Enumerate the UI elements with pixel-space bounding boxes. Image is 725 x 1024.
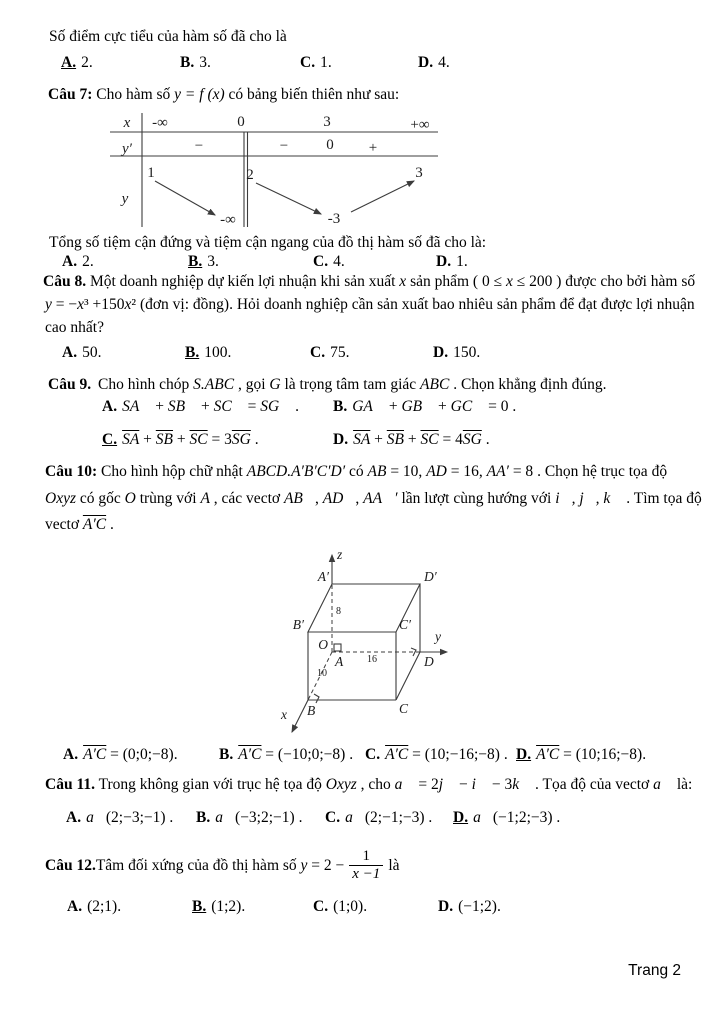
vertex-label-c: C (399, 701, 409, 716)
sign: − (279, 138, 289, 154)
option-c (300, 54, 332, 72)
option-label: C. (300, 54, 316, 71)
option-value: (1;2). (211, 898, 246, 915)
question-stem: Cho hình hộp chữ nhật ABCD.A′B′C′D′ có AB = 10, AD = 16, AA′ = 8 . Chọn hệ trục tọa độ (97, 463, 668, 480)
question-8-line1 (43, 273, 695, 291)
option-label: A. (62, 344, 78, 361)
option-label: A. (66, 809, 82, 826)
x-tick: 0 (237, 114, 245, 130)
option-label: D. (438, 898, 454, 915)
question-6-stem: Số điểm cực tiểu của hàm số đã cho là (49, 28, 287, 45)
option-label: C. (310, 344, 326, 361)
option-a (66, 809, 173, 827)
question-number: Câu 12. (45, 857, 96, 874)
y-value: -∞ (220, 212, 236, 228)
option-value: a⃗(2;−1;−3) . (345, 809, 433, 826)
question-10-line2: Oxyz có gốc O trùng với A , các vectơ AB⃗, AD⃗, AA⃗′ lần lượt cùng hướng với i⃗, j⃗, k⃗ . Tìm tọa độ (45, 490, 702, 507)
vertex-label-a: A (335, 654, 344, 669)
vertex-label-d: D (424, 654, 434, 669)
right-angle-mark-origin (334, 644, 341, 651)
option-value: 75. (330, 344, 350, 361)
question-stem-suffix: là (388, 857, 400, 874)
arrow-increasing (351, 181, 414, 212)
question-stem: Một doanh nghiệp dự kiến lợi nhuận khi sản xuất x sản phẩm ( 0 ≤ x ≤ 200 ) được cho bởi hàm số (86, 273, 696, 290)
option-d (516, 746, 646, 764)
option-label: A. (61, 54, 77, 71)
option-c (102, 431, 259, 449)
option-b (185, 344, 231, 362)
option-label: C. (365, 746, 381, 763)
option-label: D. (436, 253, 452, 270)
option-value: 150. (453, 344, 481, 361)
option-a (102, 398, 299, 416)
option-value: 2. (81, 54, 93, 71)
option-value: A′C = (−10;0;−8) . (238, 746, 354, 763)
question-7-stem2: Tổng số tiệm cận đứng và tiệm cận ngang của đồ thị hàm số đã cho là: (49, 234, 487, 251)
option-b (180, 54, 211, 72)
option-label: B. (333, 398, 348, 415)
right-angle-mark-b (314, 694, 319, 703)
box-figure (275, 545, 480, 745)
option-value: A′C = (10;−16;−8) . (385, 746, 508, 763)
question-8-line3: cao nhất? (45, 319, 104, 336)
vertex-label-b-prime: B′ (292, 617, 304, 632)
option-a (63, 746, 178, 764)
option-a (67, 898, 121, 916)
option-a (62, 253, 94, 271)
variation-table (97, 110, 442, 230)
question-stem: Tâm đối xứng của đồ thị hàm số y = 2 − (95, 857, 345, 874)
vertex-label-d-prime: D′ (424, 569, 437, 584)
option-d (453, 809, 560, 827)
option-value: 100. (204, 344, 232, 361)
sign: + (368, 140, 378, 156)
question-number: Câu 7: (48, 86, 93, 103)
question-7-header (48, 86, 399, 104)
question-9-stem: Cho hình chóp S.ABC , gọi G là trọng tâm tam giác ABC . Chọn khẳng định đúng. (98, 376, 607, 393)
option-d (333, 431, 490, 449)
option-label: D. (418, 54, 434, 71)
x-tick: +∞ (410, 117, 430, 133)
option-value: (−1;2). (458, 898, 501, 915)
option-b (219, 746, 353, 764)
option-label: A. (102, 398, 118, 415)
option-label: D. (516, 746, 532, 763)
table-x-label: x (123, 115, 131, 131)
option-a (61, 54, 93, 72)
axis-label-y: y (435, 629, 441, 644)
question-stem: Trong không gian với trục hệ tọa độ Oxyz , cho a⃗ = 2j⃗ − i⃗ − 3k⃗ . Tọa độ của vectơ a⃗ là: (94, 776, 693, 793)
question-number: Câu 10: (45, 463, 98, 480)
origin-label: O (318, 637, 328, 652)
sign: − (194, 138, 204, 154)
vertex-label-c-prime: C′ (399, 617, 411, 632)
option-value: (1;0). (333, 898, 368, 915)
y-value: 1 (147, 165, 155, 181)
option-value: 2. (82, 253, 94, 270)
option-a (62, 344, 101, 362)
option-label: A. (67, 898, 83, 915)
fraction-denominator: x −1 (349, 865, 383, 883)
option-label: B. (219, 746, 234, 763)
option-value: 1. (320, 54, 332, 71)
option-label: D. (333, 431, 349, 448)
option-label: A. (62, 253, 78, 270)
option-c (365, 746, 508, 764)
axis-label-z: z (337, 547, 343, 562)
option-label: D. (453, 809, 469, 826)
option-c (313, 898, 367, 916)
question-10-line1 (45, 463, 667, 481)
vertex-label-a-prime: A′ (317, 569, 329, 584)
x-axis (292, 700, 308, 732)
option-label: D. (433, 344, 449, 361)
dimension-width: 16 (367, 654, 377, 665)
option-value: a⃗(2;−3;−1) . (86, 809, 174, 826)
arrow-decreasing (155, 181, 215, 215)
fraction (349, 849, 383, 883)
question-11-header (45, 776, 692, 794)
question-12-header (45, 845, 400, 887)
option-c (313, 253, 345, 271)
option-value: 1. (456, 253, 468, 270)
option-b (333, 398, 516, 416)
option-value: A′C = (0;0;−8). (83, 746, 178, 763)
question-number: Câu 9. (48, 376, 92, 393)
axis-label-x: x (281, 707, 287, 722)
x-tick: -∞ (152, 115, 168, 131)
option-c (325, 809, 432, 827)
option-label: B. (196, 809, 211, 826)
dimension-depth: 10 (317, 668, 327, 679)
option-b (192, 898, 245, 916)
y-value: 2 (246, 167, 254, 183)
option-value: 4. (333, 253, 345, 270)
y-value: -3 (327, 211, 341, 227)
y-value: 3 (415, 165, 423, 181)
option-d (436, 253, 468, 271)
option-label: B. (188, 253, 203, 270)
option-b (188, 253, 219, 271)
vertex-label-b: B (307, 703, 316, 718)
option-value: A′C = (10;16;−8). (536, 746, 647, 763)
option-value: SA⃗ + SB⃗ + SC⃗ = SG⃗ . (122, 398, 300, 415)
fraction-numerator: 1 (362, 848, 371, 864)
option-d (433, 344, 480, 362)
dimension-height: 8 (336, 606, 341, 617)
question-9-number (48, 376, 91, 394)
option-label: C. (313, 898, 329, 915)
arrow-decreasing (256, 183, 321, 214)
table-y-label: y (121, 191, 129, 207)
question-number: Câu 11. (45, 776, 95, 793)
box-edge (396, 652, 420, 700)
table-dy-label: y′ (122, 141, 132, 157)
option-value: (2;1). (87, 898, 122, 915)
question-8-line2: y = −x³ +150x² (đơn vị: đồng). Hỏi doanh nghiệp cần sản xuất bao nhiêu sản phẩm để đạt được lợi nhuận (45, 296, 695, 313)
question-number: Câu 8. (43, 273, 87, 290)
question-stem: Cho hàm số y = f (x) có bảng biến thiên như sau: (92, 86, 400, 103)
page-footer: Trang 2 (628, 962, 681, 979)
option-d (418, 54, 450, 72)
option-value: $\overline{SA} + \overline{SB} + \overline{SC} = 3\overline{SG}$ . (122, 431, 259, 448)
sign: 0 (326, 137, 334, 153)
option-label: C. (325, 809, 341, 826)
option-value: 50. (82, 344, 102, 361)
option-value: 3. (207, 253, 219, 270)
option-d (438, 898, 501, 916)
option-value: a⃗(−1;2;−3) . (473, 809, 561, 826)
question-10-line3: vectơ A′C . (45, 516, 114, 533)
option-b (196, 809, 302, 827)
option-c (310, 344, 349, 362)
option-value: GA⃗ + GB⃗ + GC⃗ = 0 . (352, 398, 517, 415)
option-label: B. (192, 898, 207, 915)
option-label: B. (185, 344, 200, 361)
option-value: 3. (199, 54, 211, 71)
option-label: B. (180, 54, 195, 71)
option-label: C. (102, 431, 118, 448)
x-tick: 3 (323, 114, 331, 130)
option-label: C. (313, 253, 329, 270)
option-label: A. (63, 746, 79, 763)
option-value: $\overline{SA} + \overline{SB} + \overline{SC} = 4\overline{SG}$ . (353, 431, 490, 448)
option-value: a⃗(−3;2;−1) . (215, 809, 303, 826)
option-value: 4. (438, 54, 450, 71)
